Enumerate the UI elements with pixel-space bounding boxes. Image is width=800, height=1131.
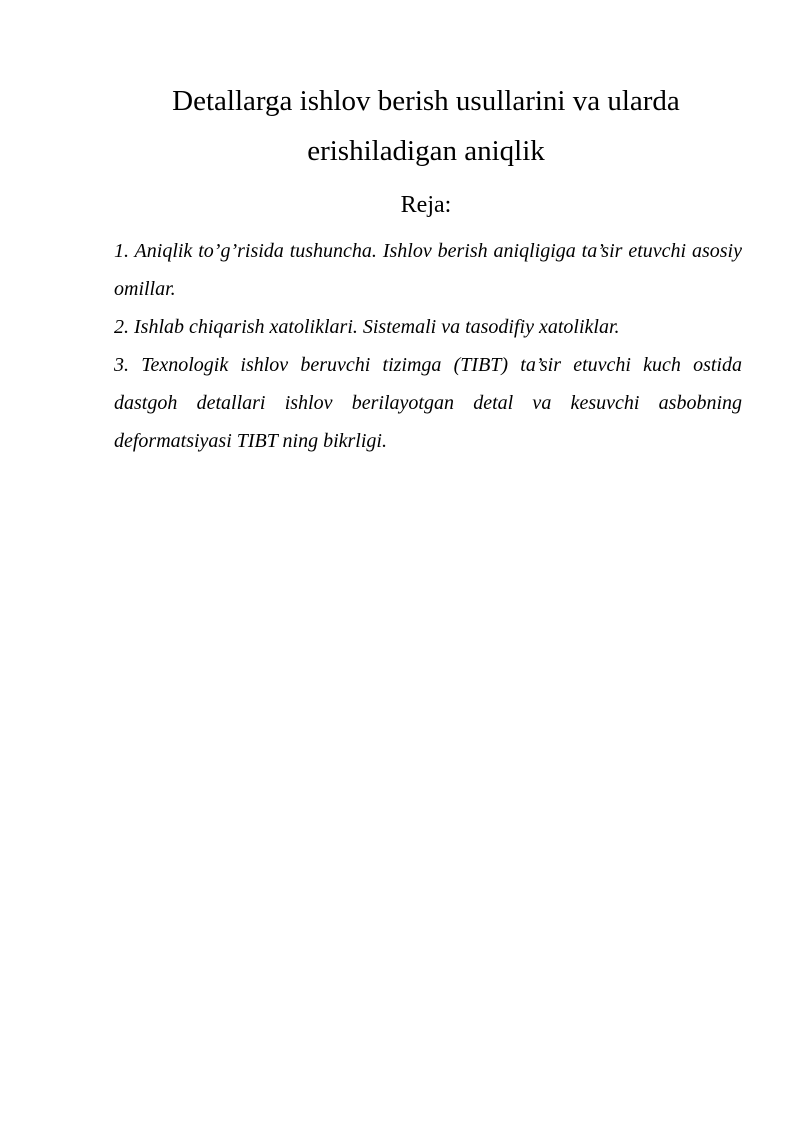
plan-item-3: 3. Texnologik ishlov beruvchi tizimga (TIBT) ta’sir etuvchi kuch ostida dastgoh detallari ishlov berilayotgan detal va kesuvchi asbobning deformatsiyasi TIBT ning bikrligi. bbox=[114, 354, 742, 452]
title-line-2: erishiladigan aniqlik bbox=[307, 135, 545, 167]
title-line-1: Detallarga ishlov berish usullarini va ularda bbox=[172, 85, 680, 117]
document-title bbox=[110, 76, 742, 176]
plan-item-1: 1. Aniqlik to’g’risida tushuncha. Ishlov berish aniqligiga ta’sir etuvchi asosiy omillar. bbox=[114, 240, 742, 300]
plan-item-2: 2. Ishlab chiqarish xatoliklari. Sistemali va tasodifiy xatoliklar. bbox=[114, 316, 620, 338]
plan-list bbox=[114, 232, 742, 460]
plan-heading: Reja: bbox=[400, 192, 452, 218]
